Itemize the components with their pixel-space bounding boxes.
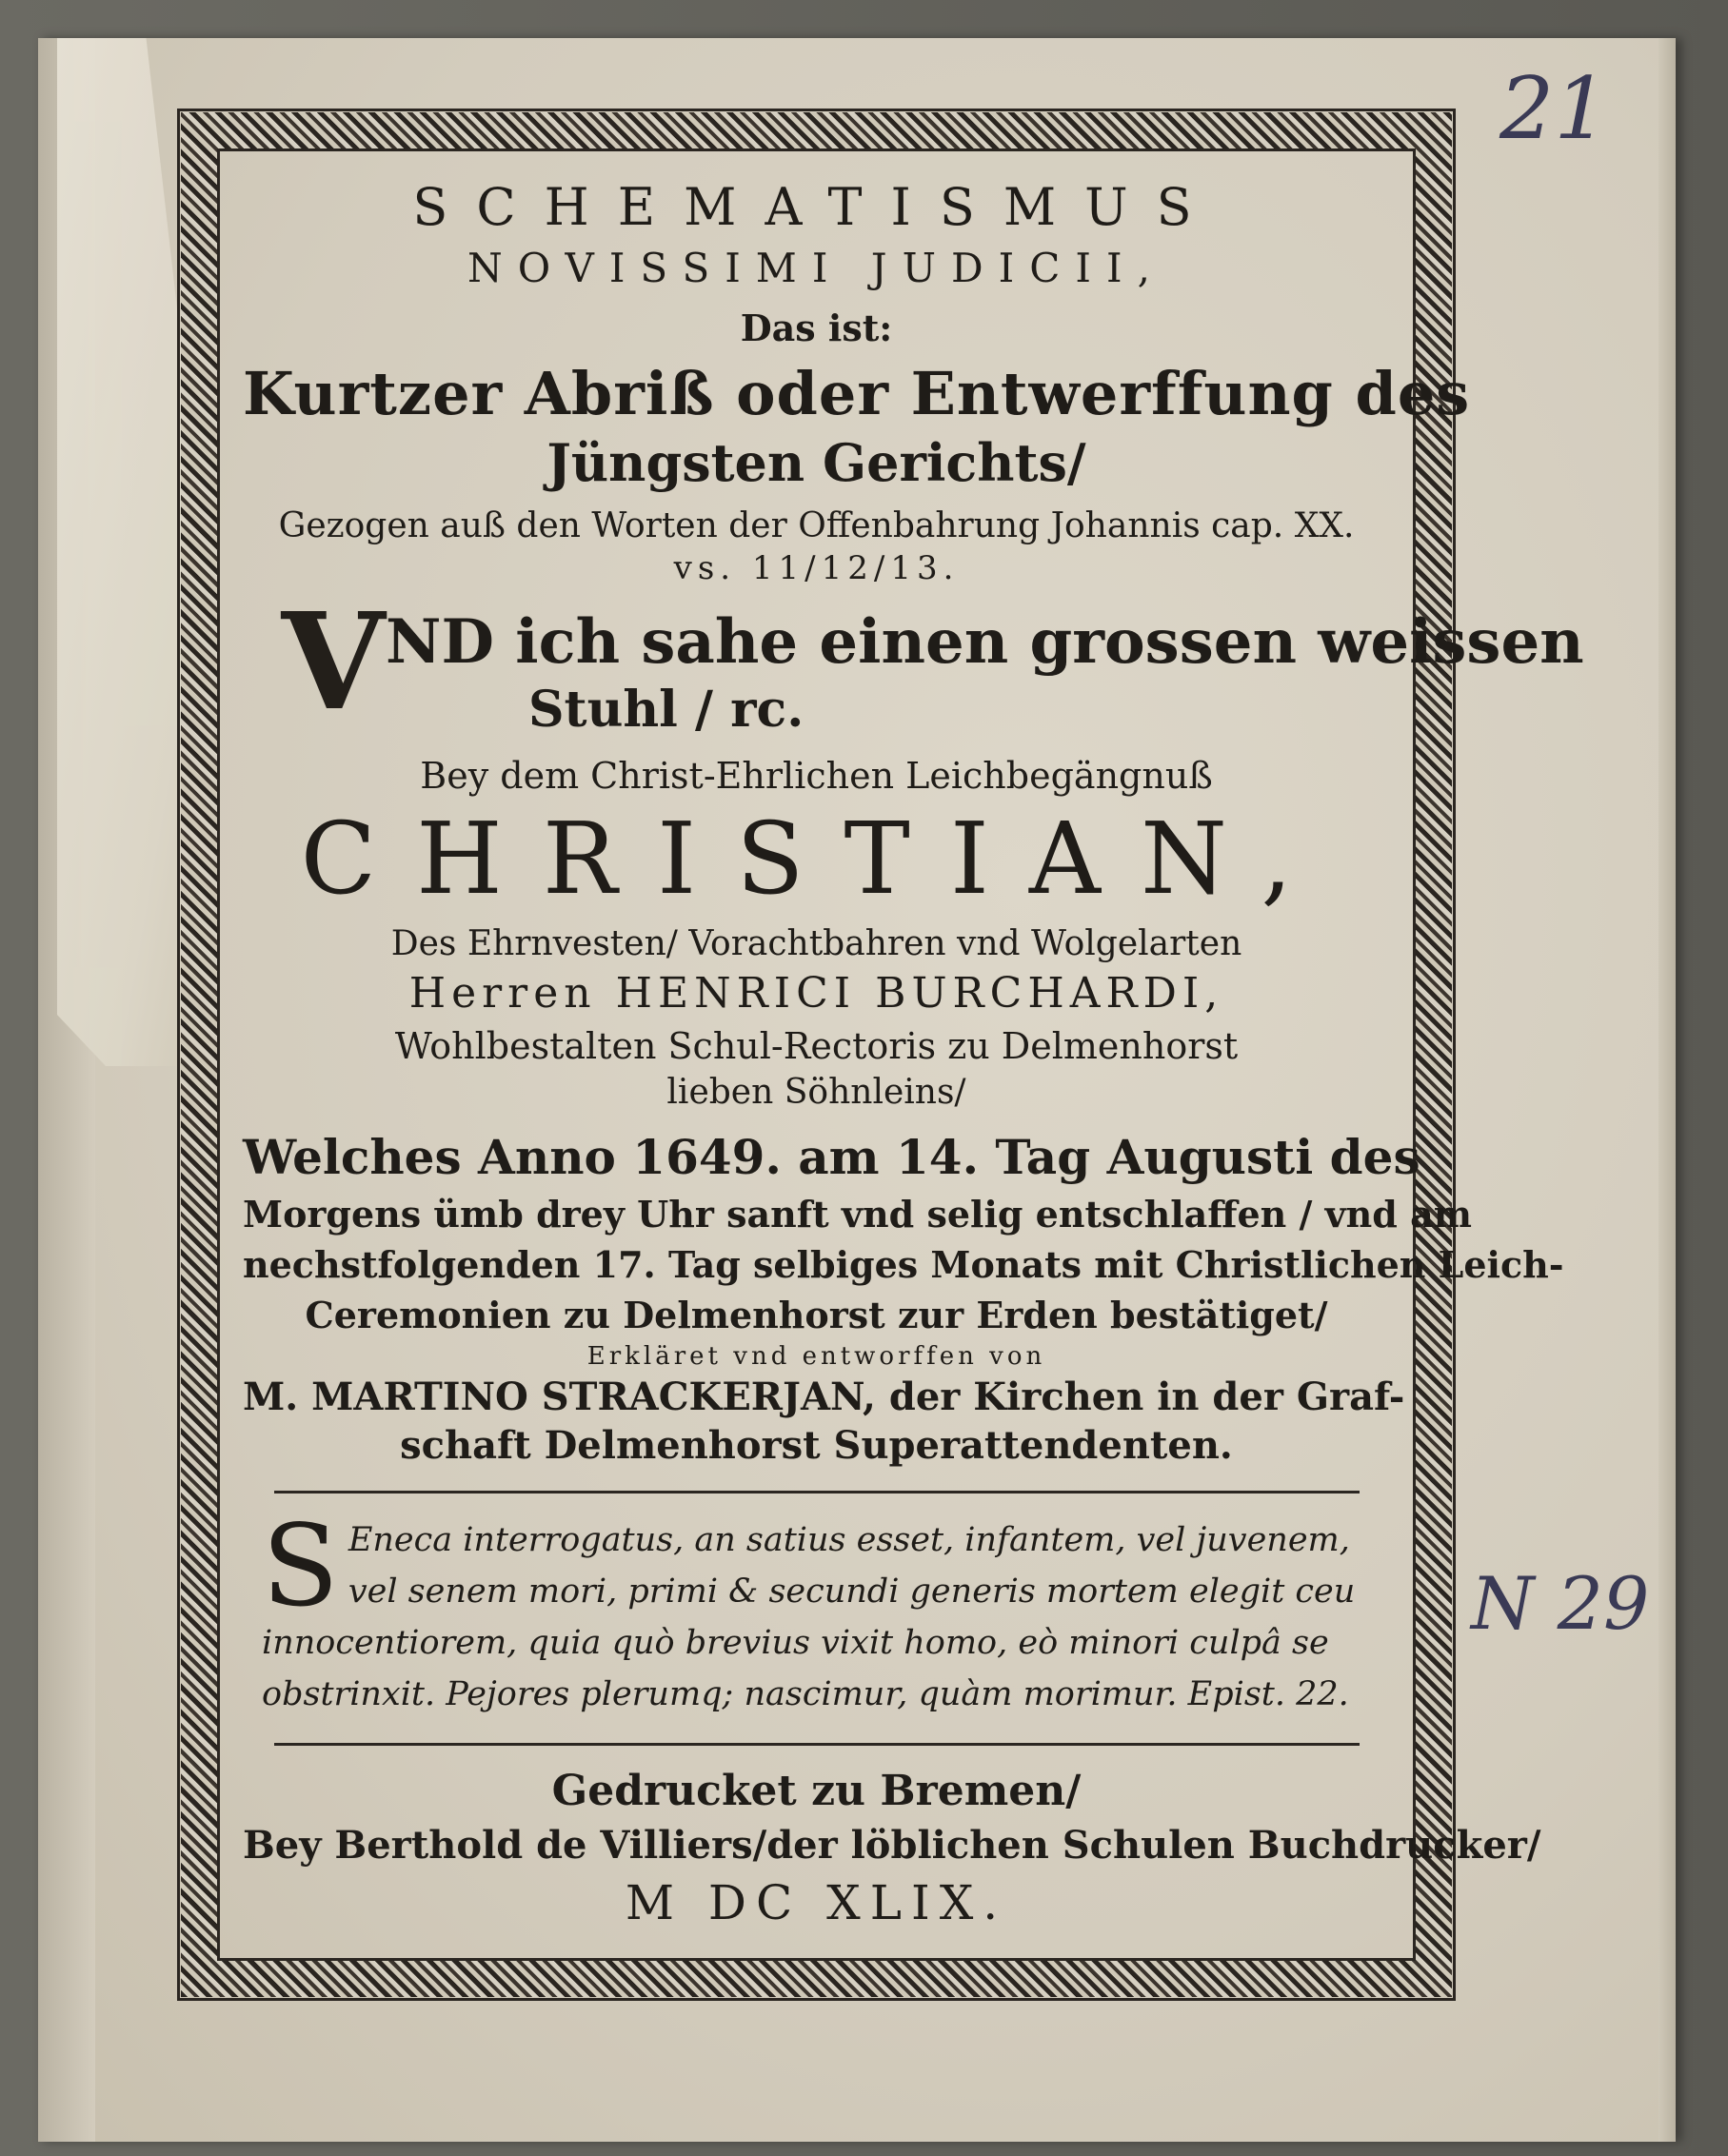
- occasion: Bey dem Christ-Ehrlichen Leichbegängnuß: [420, 755, 1213, 797]
- author-line-2: schaft Delmenhorst Superattendenten.: [400, 1423, 1233, 1468]
- latin-quote-text: Eneca interrogatus, an satius esset, infantem, vel juvenem, vel senem mori, primi & secundi generis mortem elegit ceu innocentiorem, quia quò brevius vixit homo, eò minori culpâ se obstrinxit. Pejores plerumq; nascimur, quàm morimur. Epist. 22.: [262, 1521, 1356, 1713]
- main-title-line-2: Jüngsten Gerichts/: [546, 432, 1086, 493]
- imprint-line-1: Gedrucket zu Bremen/: [551, 1767, 1082, 1815]
- deceased-name: CHRISTIAN,: [300, 801, 1333, 917]
- main-title-line-1: Kurtzer Abriß oder Entwerffung des: [243, 359, 1471, 428]
- source-line-1: Gezogen auß den Worten der Offenbahrung Johannis cap. XX.: [278, 506, 1355, 545]
- latin-quote: [243, 1500, 1390, 1720]
- handwritten-item-number: N 29: [1471, 1561, 1650, 1646]
- decorated-initial: V: [281, 584, 386, 741]
- page-edge: [1658, 38, 1676, 2142]
- das-ist: Das ist:: [740, 307, 893, 349]
- imprint-line-2: Bey Berthold de Villiers/der löblichen Schulen Buchdrucker/: [243, 1823, 1541, 1868]
- handwritten-page-number: 21: [1500, 59, 1609, 159]
- divider-rule-1: [274, 1491, 1360, 1493]
- father-line-3: Wohlbestalten Schul-Rectoris zu Delmenhorst: [394, 1025, 1239, 1067]
- father-line-4: lieben Söhnleins/: [666, 1073, 966, 1112]
- author-line-1: M. MARTINO STRACKERJAN, der Kirchen in der Graf-: [243, 1375, 1405, 1419]
- quote-block: [243, 584, 1584, 742]
- source-line-2: vs. 11/12/13.: [673, 549, 960, 587]
- quote-line-2: Stuhl / rc.: [528, 681, 804, 739]
- explained-by: Erkläret vnd entworffen von: [586, 1342, 1046, 1371]
- latin-drop-initial: S: [262, 1500, 339, 1632]
- death-line-4: Ceremonien zu Delmenhorst zur Erden bestätiget/: [305, 1294, 1328, 1336]
- death-line-1: Welches Anno 1649. am 14. Tag Augusti des: [243, 1129, 1420, 1185]
- death-line-2: Morgens ümb drey Uhr sanft vnd selig entschlaffen / vnd am: [243, 1193, 1472, 1236]
- divider-rule-2: [274, 1743, 1360, 1746]
- father-line-1: Des Ehrnvesten/ Vorachtbahren vnd Wolgelarten: [390, 924, 1242, 963]
- father-line-2: Herren HENRICI BURCHARDI,: [408, 969, 1224, 1018]
- subtitle: NOVISSIMI JUDICII,: [467, 245, 1165, 291]
- imprint-year: M DC XLIX.: [625, 1875, 1008, 1930]
- death-line-3: nechstfolgenden 17. Tag selbiges Monats mit Christlichen Leich-: [243, 1243, 1564, 1286]
- quote-line-1: ND ich sahe einen grossen weissen: [386, 606, 1584, 678]
- title: SCHEMATISMUS: [412, 177, 1221, 237]
